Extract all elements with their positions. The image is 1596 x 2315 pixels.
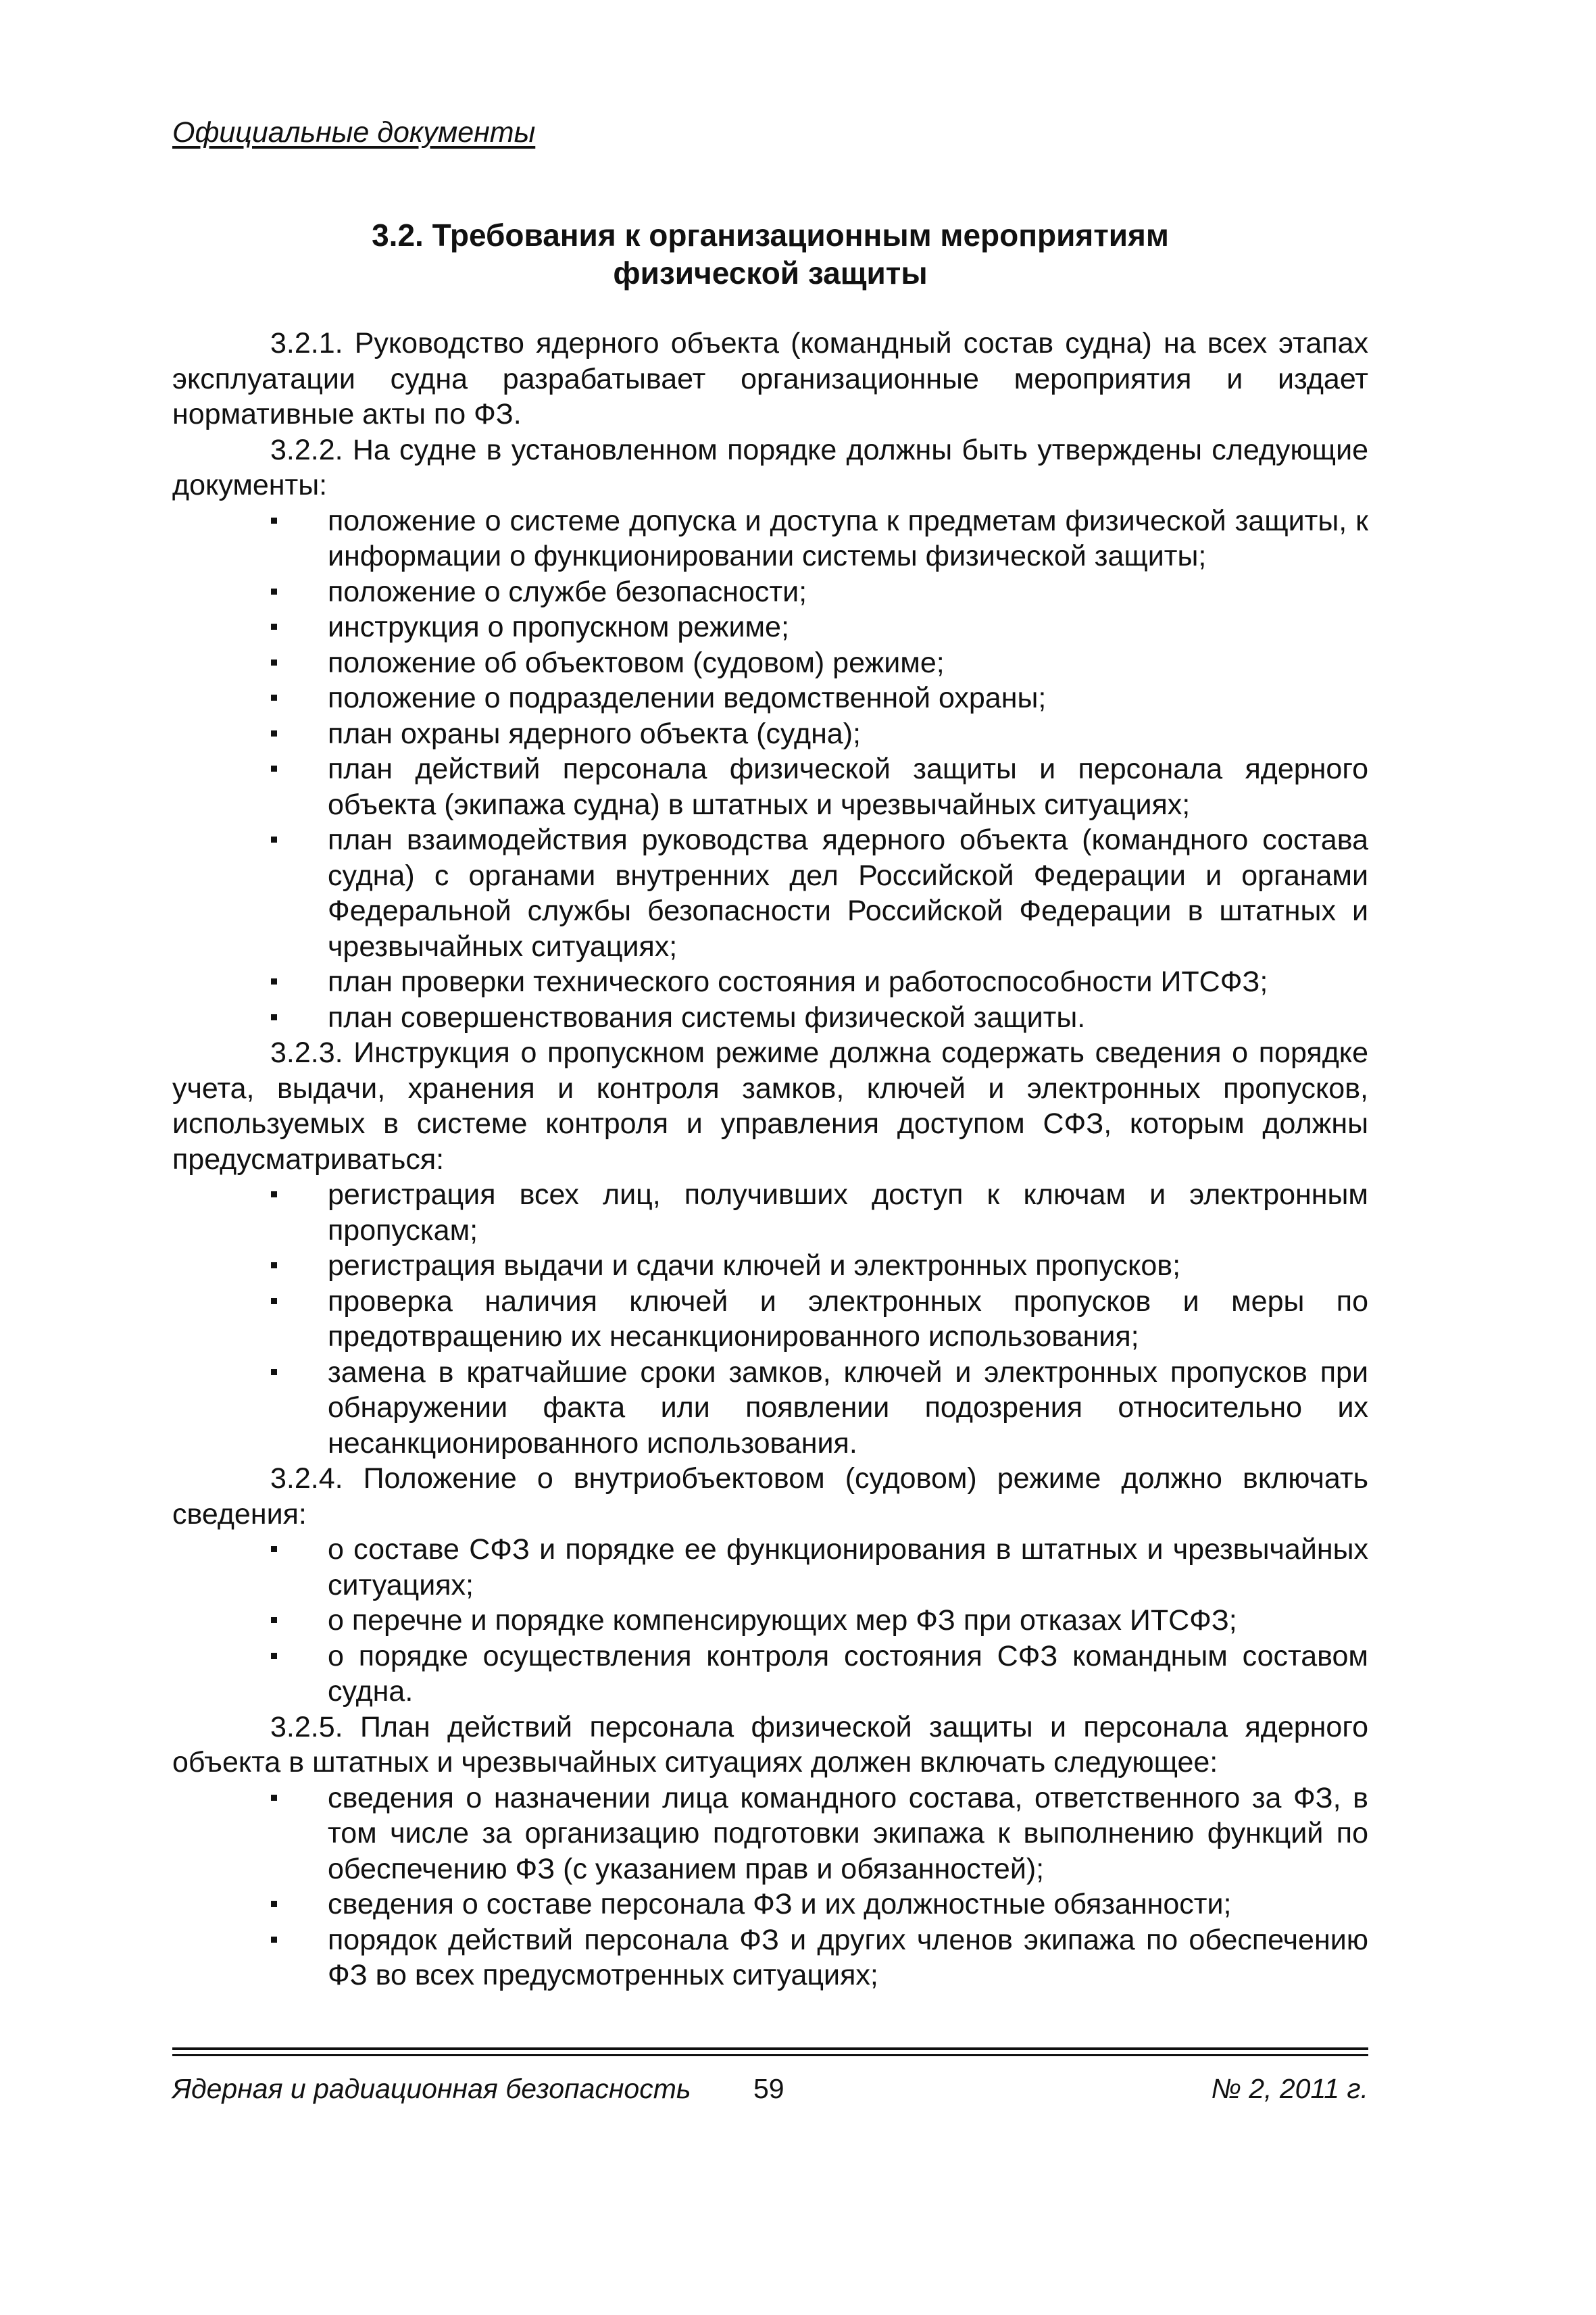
footer-rule-thin <box>172 2054 1368 2056</box>
section-title-line-2: физической защиты <box>613 255 928 291</box>
footer-issue: № 2, 2011 г. <box>1211 2073 1368 2104</box>
list-item: сведения о составе персонала ФЗ и их должностные обязанности; <box>328 1887 1368 1922</box>
list-item: план совершенствования системы физической защиты. <box>328 1000 1368 1036</box>
list-item: план охраны ядерного объекта (судна); <box>328 716 1368 752</box>
paragraph-3-2-1: 3.2.1. Руководство ядерного объекта (командный состав судна) на всех этапах эксплуатации судна разрабатывает организационные мероприятия и издает нормативные акты по ФЗ. <box>172 327 1368 430</box>
list-item: план проверки технического состояния и работоспособности ИТСФЗ; <box>328 964 1368 1000</box>
list-item: положение об объектовом (судовом) режиме; <box>328 645 1368 681</box>
paragraph-3-2-2: 3.2.2. На судне в установленном порядке должны быть утверждены следующие документы: <box>172 433 1368 501</box>
list-item: план взаимодействия руководства ядерного объекта (командного состава судна) с органами внутренних дел Российской Федерации и органами Федеральной службы безопасности Российской Федерации в штатных и чрезвычайных ситуациях; <box>328 822 1368 964</box>
list-item: положение о подразделении ведомственной охраны; <box>328 680 1368 716</box>
list-3-2-4 <box>172 1532 1368 1710</box>
running-header: Официальные документы <box>172 116 536 149</box>
document-body <box>172 326 1368 1993</box>
list-3-2-3 <box>172 1177 1368 1461</box>
list-item: регистрация всех лиц, получивших доступ к ключам и электронным пропускам; <box>328 1177 1368 1248</box>
list-item: о порядке осуществления контроля состояния СФЗ командным составом судна. <box>328 1639 1368 1710</box>
list-item: инструкция о пропускном режиме; <box>328 609 1368 645</box>
list-3-2-5 <box>172 1781 1368 1993</box>
list-item: о перечне и порядке компенсирующих мер ФЗ при отказах ИТСФЗ; <box>328 1603 1368 1639</box>
footer-page-number: 59 <box>753 2073 784 2104</box>
list-item: регистрация выдачи и сдачи ключей и электронных пропусков; <box>328 1248 1368 1284</box>
list-item: о составе СФЗ и порядке ее функционирования в штатных и чрезвычайных ситуациях; <box>328 1532 1368 1603</box>
list-3-2-2 <box>172 503 1368 1036</box>
list-item: положение о системе допуска и доступа к предметам физической защиты, к информации о функционировании системы физической защиты; <box>328 503 1368 574</box>
list-item: порядок действий персонала ФЗ и других членов экипажа по обеспечению ФЗ во всех предусмотренных ситуациях; <box>328 1922 1368 1993</box>
section-title <box>172 216 1368 292</box>
paragraph-3-2-3: 3.2.3. Инструкция о пропускном режиме должна содержать сведения о порядке учета, выдачи, хранения и контроля замков, ключей и электронных пропусков, используемых в системе контроля и управления доступом СФЗ, которым должны предусматриваться: <box>172 1037 1368 1176</box>
list-item: план действий персонала физической защиты и персонала ядерного объекта (экипажа судна) в штатных и чрезвычайных ситуациях; <box>328 751 1368 822</box>
list-item: сведения о назначении лица командного состава, ответственного за ФЗ, в том числе за организацию подготовки экипажа к выполнению функций по обеспечению ФЗ (с указанием прав и обязанностей); <box>328 1781 1368 1887</box>
footer-journal-title: Ядерная и радиационная безопасность <box>172 2073 691 2104</box>
footer-rule-thick <box>172 2047 1368 2050</box>
paragraph-3-2-4: 3.2.4. Положение о внутриобъектовом (судовом) режиме должно включать сведения: <box>172 1462 1368 1530</box>
page-footer <box>172 2073 1368 2107</box>
list-item: замена в кратчайшие сроки замков, ключей и электронных пропусков при обнаружении факта или появлении подозрения относительно их несанкционированного использования. <box>328 1355 1368 1462</box>
list-item: проверка наличия ключей и электронных пропусков и меры по предотвращению их несанкционированного использования; <box>328 1284 1368 1355</box>
paragraph-3-2-5: 3.2.5. План действий персонала физической защиты и персонала ядерного объекта в штатных и чрезвычайных ситуациях должен включать следующее: <box>172 1710 1368 1778</box>
section-title-line-1: 3.2. Требования к организационным мероприятиям <box>372 218 1169 253</box>
list-item: положение о службе безопасности; <box>328 574 1368 610</box>
footer-divider <box>172 2047 1368 2056</box>
